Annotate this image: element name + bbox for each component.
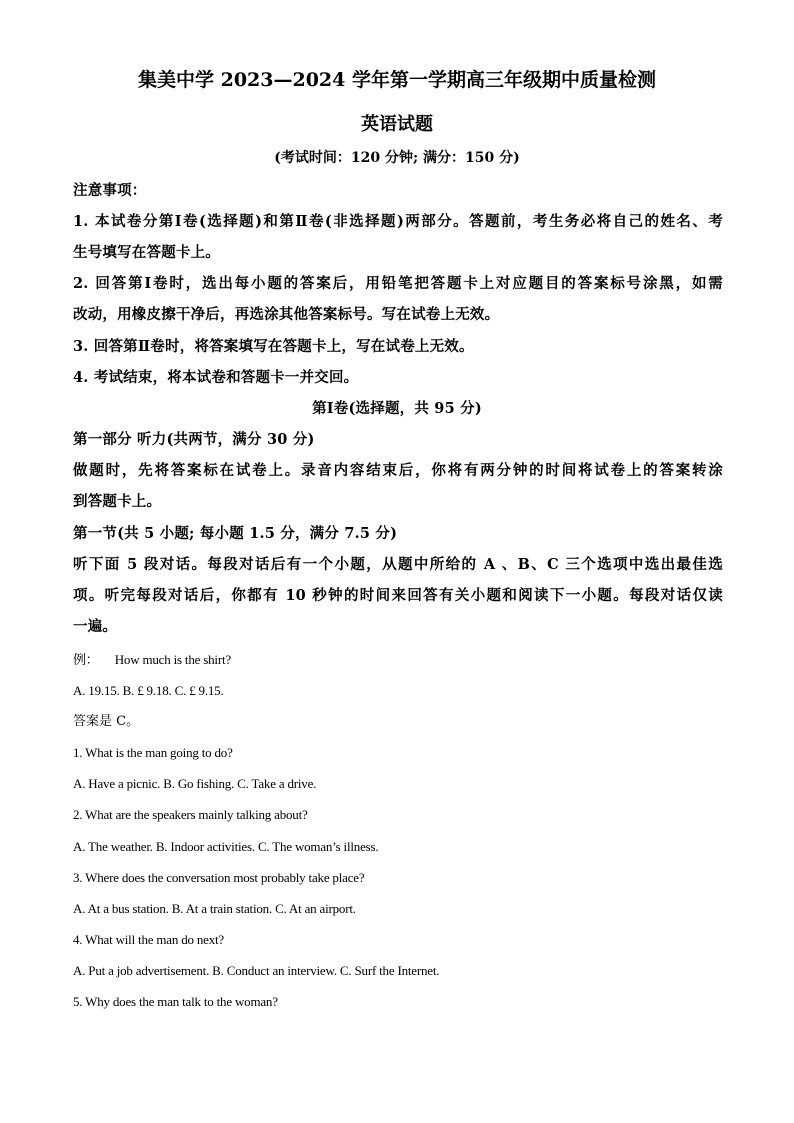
section-1-intro-line-3: 一遍。 [73,618,118,635]
section-1-intro-line-2: 项。听完每段对话后，你都有 10 秒钟的时间来回答有关小题和阅读下一小题。每段对话仅读 [73,587,723,604]
notes-item-2-line-1: 2. 回答第Ⅰ卷时，选出每小题的答案后，用铅笔把答题卡上对应题目的答案标号涂黑，如需 [73,275,723,292]
question-1-options: A. Have a picnic. B. Go fishing. C. Take a drive. [73,776,317,791]
notes-item-3: 3. 回答第Ⅱ卷时，将答案填写在答题卡上，写在试卷上无效。 [73,338,474,355]
exam-title: 集美中学 2023—2024 学年第一学期高三年级期中质量检测 [138,69,656,91]
volume-1-heading: 第Ⅰ卷(选择题，共 95 分) [312,400,482,417]
notes-item-4: 4. 考试结束，将本试卷和答题卡一并交回。 [73,369,359,386]
part-1-intro-line-1: 做题时，先将答案标在试卷上。录音内容结束后，你将有两分钟的时间将试卷上的答案转涂 [73,462,723,479]
exam-info: (考试时间：120 分钟; 满分：150 分) [274,150,520,166]
section-1-intro-line-1: 听下面 5 段对话。每段对话后有一个小题，从题中所给的 A 、B、C 三个选项中选出最佳选 [73,556,723,573]
example-question-row [73,653,723,666]
notes-item-1-line-1: 1. 本试卷分第Ⅰ卷(选择题)和第Ⅱ卷(非选择题)两部分。答题前，考生务必将自己的姓名、考 [73,213,723,230]
question-5: 5. Why does the man talk to the woman? [73,994,278,1009]
example-answer: 答案是 C。 [73,714,140,729]
notes-heading: 注意事项： [73,182,147,199]
example-question: How much is the shirt? [114,652,231,667]
question-1: 1. What is the man going to do? [73,745,233,760]
example-options: A. 19.15. B. £ 9.18. C. £ 9.15. [73,683,224,698]
example-label: 例： [73,652,99,667]
question-4-options: A. Put a job advertisement. B. Conduct an interview. C. Surf the Internet. [73,963,440,978]
notes-item-2-line-2: 改动，用橡皮擦干净后，再选涂其他答案标号。写在试卷上无效。 [73,306,500,323]
question-2-options: A. The weather. B. Indoor activities. C. The woman’s illness. [73,839,379,854]
notes-item-1-line-2: 生号填写在答题卡上。 [73,244,220,261]
question-3-options: A. At a bus station. B. At a train station. C. At an airport. [73,901,356,916]
part-1-heading: 第一部分 听力(共两节，满分 30 分) [73,431,315,448]
section-1-heading: 第一节(共 5 小题; 每小题 1.5 分，满分 7.5 分) [73,525,398,542]
question-4: 4. What will the man do next? [73,932,225,947]
question-3: 3. Where does the conversation most probably take place? [73,870,365,885]
question-2: 2. What are the speakers mainly talking about? [73,807,308,822]
part-1-intro-line-2: 到答题卡上。 [73,493,162,510]
exam-subject: 英语试题 [361,114,433,135]
